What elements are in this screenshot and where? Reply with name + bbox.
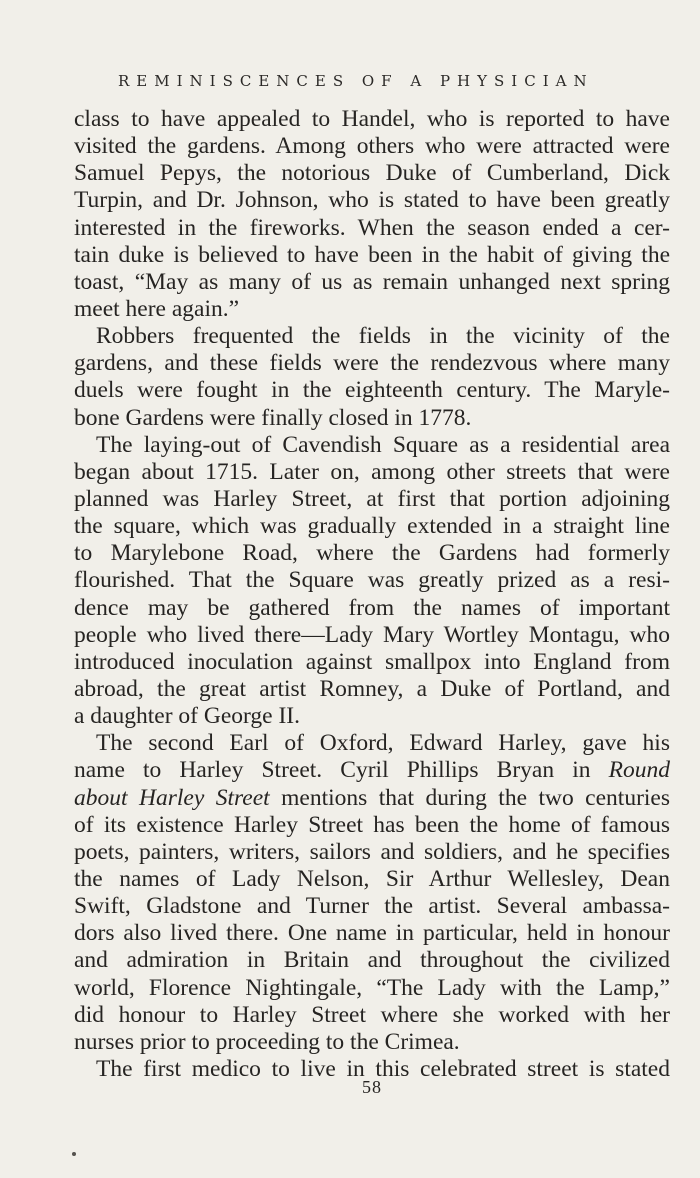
line-text: people who lived there—Lady Mary Wortley Montagu, who <box>74 621 670 648</box>
text-line <box>74 269 670 296</box>
line-text: duels were fought in the eighteenth century. The Maryle- <box>74 377 670 404</box>
line-text: name to Harley Street. Cyril Phillips Bryan in <box>74 757 591 784</box>
line-text: flourished. That the Square was greatly prized as a resi- <box>74 567 670 594</box>
text-line <box>74 106 670 133</box>
italic-text: Round <box>608 757 670 784</box>
text-line <box>74 703 670 730</box>
line-text: bone Gardens were finally closed in 1778. <box>74 404 472 431</box>
text-line <box>74 676 670 703</box>
text-line <box>74 350 670 377</box>
line-text: nurses prior to proceeding to the Crimea. <box>74 1028 460 1055</box>
line-text: began about 1715. Later on, among other streets that were <box>74 458 670 485</box>
line-text: toast, “May as many of us as remain unhanged next spring <box>74 268 670 295</box>
text-line <box>74 133 670 160</box>
text-line <box>74 757 670 784</box>
text-line <box>74 785 670 812</box>
print-speck <box>72 1152 76 1156</box>
text-line <box>74 920 670 947</box>
line-text: Samuel Pepys, the notorious Duke of Cumberland, Dick <box>74 160 670 187</box>
text-line <box>74 215 670 242</box>
text-line <box>74 513 670 540</box>
line-text: introduced inoculation against smallpox into England from <box>74 648 670 675</box>
line-text: did honour to Harley Street where she worked with her <box>74 1001 670 1028</box>
text-line <box>74 1029 670 1056</box>
line-text: The second Earl of Oxford, Edward Harley, gave his <box>96 730 670 757</box>
text-line <box>74 893 670 920</box>
body-text <box>74 106 670 1083</box>
line-text: dors also lived there. One name in particular, held in honour <box>74 920 670 947</box>
line-text: tain duke is believed to have been in the habit of giving the <box>74 241 670 268</box>
text-line <box>74 405 670 432</box>
running-head: REMINISCENCES OF A PHYSICIAN <box>118 72 594 90</box>
text-line <box>74 187 670 214</box>
line-text: abroad, the great artist Romney, a Duke of Portland, and <box>74 675 670 702</box>
text-line <box>74 595 670 622</box>
line-text: and admiration in Britain and throughout the civilized <box>74 947 670 974</box>
text-line <box>74 486 670 513</box>
line-text: The laying-out of Cavendish Square as a residential area <box>96 431 670 458</box>
text-line <box>74 160 670 187</box>
line-text: the names of Lady Nelson, Sir Arthur Wellesley, Dean <box>74 865 670 892</box>
text-line <box>74 622 670 649</box>
text-line <box>74 1002 670 1029</box>
line-text: a daughter of George II. <box>74 703 300 730</box>
page-number: 58 <box>362 1077 382 1097</box>
italic-text: about Harley Street <box>74 784 270 811</box>
line-text: to Marylebone Road, where the Gardens had formerly <box>74 540 670 567</box>
text-line <box>74 242 670 269</box>
line-text: planned was Harley Street, at first that portion adjoining <box>74 485 670 512</box>
line-text: The first medico to live in this celebrated street is stated <box>96 1055 670 1082</box>
line-text: world, Florence Nightingale, “The Lady with the Lamp,” <box>74 974 670 1001</box>
line-text: dence may be gathered from the names of important <box>74 594 670 621</box>
text-line <box>74 296 670 323</box>
line-text: Turpin, and Dr. Johnson, who is stated to have been greatly <box>74 187 670 214</box>
line-text: mentions that during the two centuries <box>269 784 670 811</box>
line-text: gardens, and these fields were the rendezvous where many <box>74 350 670 377</box>
text-line <box>74 323 670 350</box>
text-line <box>74 866 670 893</box>
line-text: poets, painters, writers, sailors and soldiers, and he specifies <box>74 838 670 865</box>
text-line <box>74 377 670 404</box>
line-text: Swift, Gladstone and Turner the artist. Several ambassa- <box>74 893 670 920</box>
line-text: Robbers frequented the fields in the vicinity of the <box>96 323 670 350</box>
line-text: interested in the fireworks. When the season ended a cer- <box>74 214 670 241</box>
text-line <box>74 812 670 839</box>
text-line <box>74 947 670 974</box>
text-line <box>74 540 670 567</box>
text-line <box>74 432 670 459</box>
line-text: of its existence Harley Street has been the home of famous <box>74 811 670 838</box>
text-line <box>74 567 670 594</box>
text-line <box>74 730 670 757</box>
text-line <box>74 839 670 866</box>
line-text: the square, which was gradually extended in a straight line <box>74 513 670 540</box>
text-line <box>74 975 670 1002</box>
text-line <box>74 649 670 676</box>
line-text: visited the gardens. Among others who were attracted were <box>74 133 670 160</box>
line-text: class to have appealed to Handel, who is reported to have <box>74 106 670 132</box>
text-line <box>74 459 670 486</box>
line-text: meet here again.” <box>74 295 240 322</box>
